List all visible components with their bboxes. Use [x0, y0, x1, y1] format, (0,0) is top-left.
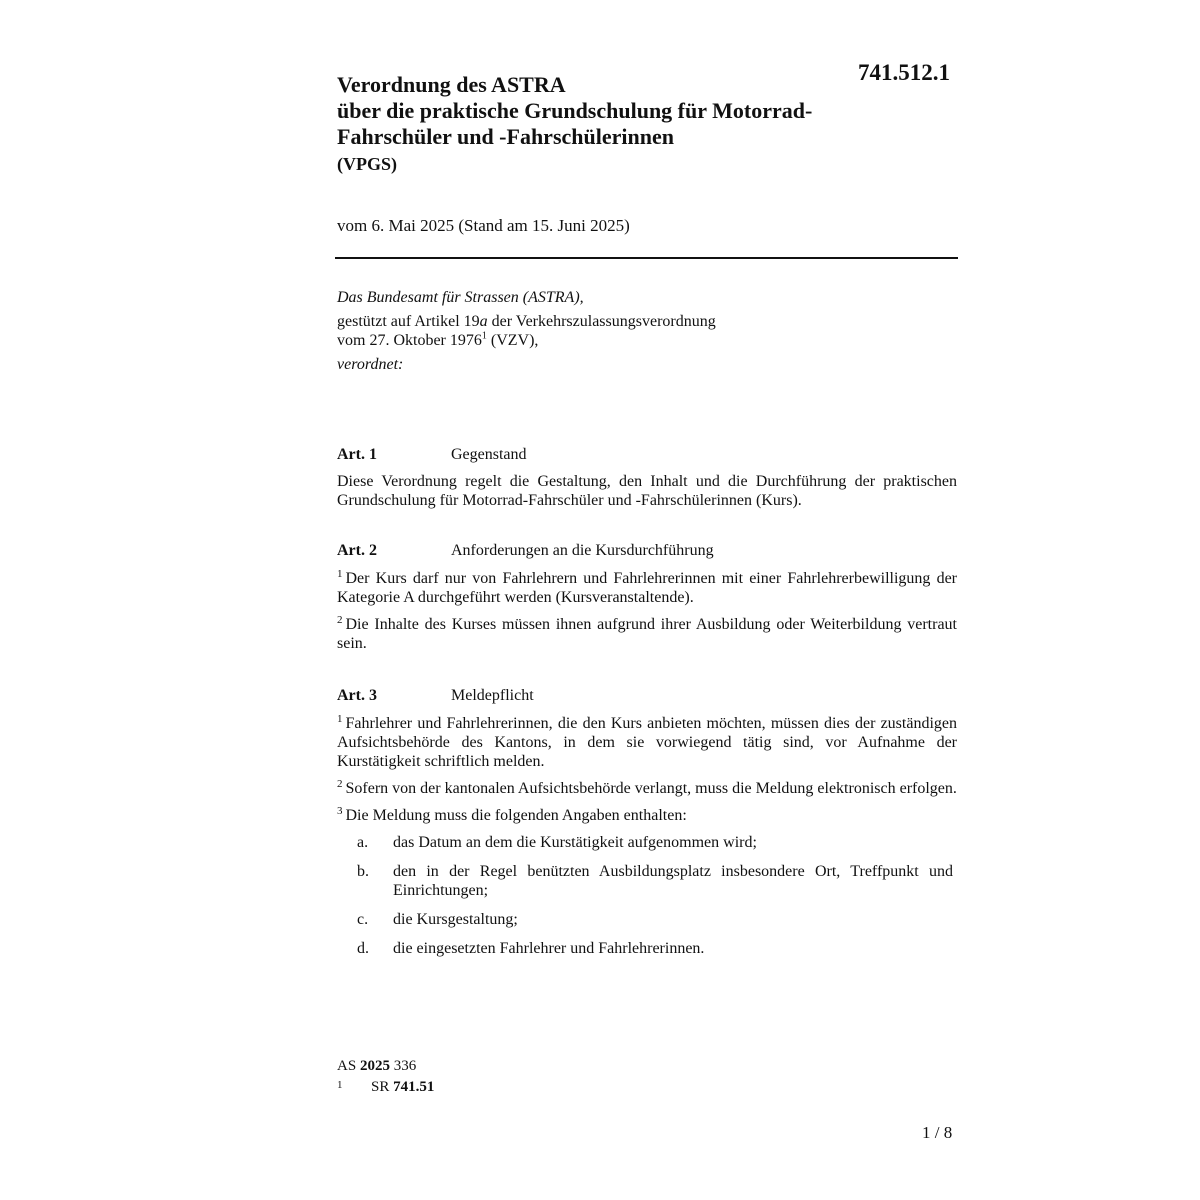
- preamble-basis-line-2: [337, 331, 957, 350]
- article-paragraph: [337, 779, 957, 798]
- list-item: [337, 939, 957, 958]
- preamble: [337, 288, 957, 374]
- header-divider: [335, 257, 958, 259]
- as-page: 336: [389, 1058, 417, 1074]
- official-compilation-ref: [337, 1058, 416, 1075]
- article-3: [337, 686, 957, 968]
- article-paragraph: [337, 615, 957, 653]
- list-letter: c.: [357, 911, 369, 928]
- footnote-mark[interactable]: 1: [481, 330, 487, 342]
- article-title: Anforderungen an die Kursdurchführung: [451, 542, 714, 559]
- title-line-2: über die praktische Grundschulung für Motorrad-: [337, 98, 813, 123]
- document-abbreviation: (VPGS): [337, 154, 397, 174]
- paragraph-text: Der Kurs darf nur von Fahrlehrern und Fahrlehrerinnen mit einer Fahrlehrerbewilligung der Kategorie A durchgeführt werden (Kursveranstaltende).: [337, 570, 957, 606]
- article-3-heading: [337, 686, 957, 708]
- article-2-heading: [337, 541, 957, 563]
- article-1: [337, 445, 957, 518]
- preamble-verb: verordnet:: [337, 356, 404, 373]
- footnote-1: [337, 1079, 434, 1096]
- list-letter: b.: [357, 863, 369, 880]
- paragraph-number: 3: [337, 804, 343, 817]
- paragraph-text: Die Inhalte des Kurses müssen ihnen aufgrund ihrer Ausbildung oder Weiterbildung vertraut sein.: [337, 616, 957, 652]
- list-item: [337, 862, 957, 900]
- paragraph-number: 2: [337, 777, 343, 790]
- as-prefix: AS: [337, 1058, 360, 1074]
- page-number: 1 / 8: [922, 1123, 953, 1142]
- article-1-heading: [337, 445, 957, 467]
- list-item: [337, 910, 957, 929]
- footnote-prefix: SR: [371, 1079, 394, 1095]
- preamble-basis-line-1: [337, 312, 957, 331]
- footnote-number: 1: [337, 1079, 343, 1091]
- article-number: Art. 1: [337, 446, 377, 463]
- basis-date: vom 27. Oktober 1976: [337, 332, 482, 349]
- article-title: Gegenstand: [451, 446, 527, 463]
- article-paragraph: [337, 714, 957, 771]
- paragraph-text: Sofern von der kantonalen Aufsichtsbehörde verlangt, muss die Meldung elektronisch erfolgen.: [345, 780, 957, 797]
- list-text: die eingesetzten Fahrlehrer und Fahrlehrerinnen.: [393, 940, 705, 957]
- basis-text: gestützt auf Artikel 19: [337, 313, 480, 330]
- basis-text-rest: der Verkehrszulassungsverordnung: [487, 313, 716, 330]
- paragraph-number: 1: [337, 712, 343, 725]
- paragraph-number: 1: [337, 567, 343, 580]
- sr-number: 741.512.1: [858, 60, 950, 85]
- title-line-3: Fahrschüler und -Fahrschülerinnen: [337, 124, 674, 149]
- paragraph-number: 2: [337, 613, 343, 626]
- document-date: vom 6. Mai 2025 (Stand am 15. Juni 2025): [337, 216, 630, 235]
- article-2: [337, 541, 957, 661]
- enumeration-list: [337, 833, 957, 958]
- article-paragraph: Diese Verordnung regelt die Gestaltung, den Inhalt und die Durchführung der praktischen Grundschulung für Motorrad-Fahrschüler und -Fahrschülerinnen (Kurs).: [337, 473, 957, 509]
- as-year: 2025: [359, 1058, 390, 1074]
- article-number: Art. 3: [337, 687, 377, 704]
- basis-abbrev: (VZV),: [486, 332, 539, 349]
- preamble-issuer: Das Bundesamt für Strassen (ASTRA),: [337, 289, 584, 306]
- article-title: Meldepflicht: [451, 687, 534, 704]
- paragraph-text: Die Meldung muss die folgenden Angaben enthalten:: [345, 807, 687, 824]
- article-paragraph: [337, 806, 957, 825]
- list-text: das Datum an dem die Kurstätigkeit aufgenommen wird;: [393, 834, 757, 851]
- list-item: [337, 833, 957, 852]
- list-letter: d.: [357, 940, 369, 957]
- footnote-text: [371, 1079, 434, 1096]
- document-title: [337, 72, 897, 150]
- list-text: die Kursgestaltung;: [393, 911, 518, 928]
- list-text: den in der Regel benützten Ausbildungsplatz insbesondere Ort, Treffpunkt und Einrichtungen;: [393, 863, 953, 899]
- footnote-ref[interactable]: 741.51: [393, 1079, 435, 1095]
- list-letter: a.: [357, 834, 369, 851]
- article-number: Art. 2: [337, 542, 377, 559]
- basis-letter: a: [479, 313, 488, 330]
- title-line-1: Verordnung des ASTRA: [337, 72, 566, 97]
- article-paragraph: [337, 569, 957, 607]
- paragraph-text: Fahrlehrer und Fahrlehrerinnen, die den Kurs anbieten möchten, müssen dies der zuständigen Aufsichtsbehörde des Kantons, in dem sie vorwiegend tätig sind, vor Aufnahme der Kurstätigkeit schriftlich melden.: [337, 715, 957, 770]
